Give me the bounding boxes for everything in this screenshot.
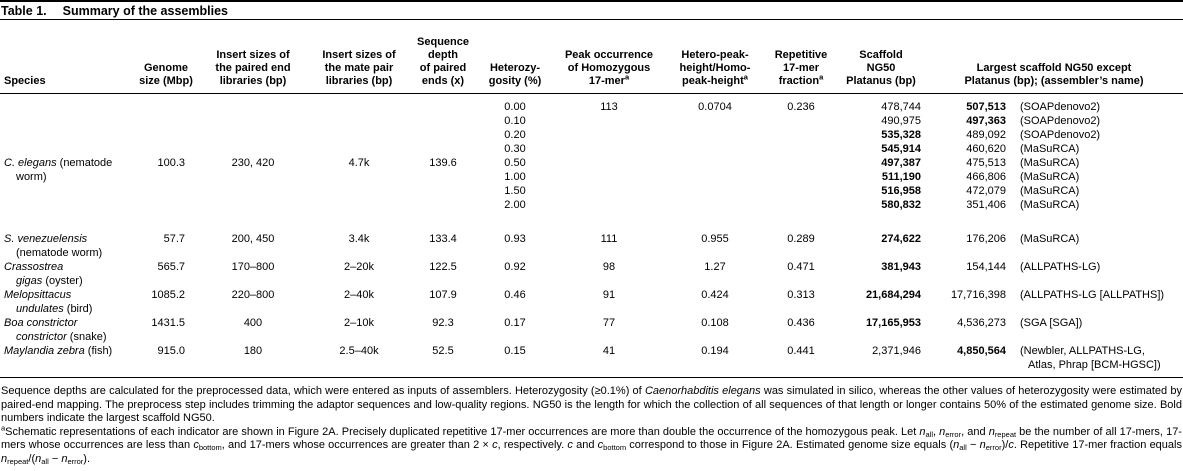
text-segment: constrictor — [16, 330, 67, 343]
cell-assembler-name — [1010, 128, 1183, 142]
cell-largest-ng50: 460,620 — [966, 142, 1006, 155]
cell-pe-insert: 200, 450 — [231, 232, 275, 245]
cell-genome-size: 1431.5 — [151, 316, 185, 329]
cell-pe-insert: 220–800 — [231, 288, 275, 301]
text-segment: − — [48, 452, 62, 465]
text-segment: , respectively. — [497, 439, 568, 451]
species-line — [4, 170, 135, 184]
header-line: Species — [4, 75, 46, 87]
text-segment: bottom — [198, 443, 222, 452]
cell-peak-occurrence: 41 — [602, 344, 616, 357]
text-segment: (nematode worm) — [16, 246, 103, 259]
cell-repetitive-fraction: 0.436 — [787, 316, 815, 329]
spacer-row — [0, 212, 1183, 232]
col-header-depth — [409, 20, 477, 94]
text-segment: (fish) — [84, 344, 113, 357]
header-line: Largest scaffold NG50 except — [976, 62, 1132, 74]
cell-assembler-name — [1010, 198, 1183, 212]
text-segment: c — [597, 439, 604, 451]
cell-assembler-name — [1010, 184, 1183, 198]
cell-heterozygosity: 0.20 — [504, 128, 526, 141]
header-line: peak-height$^a$ — [682, 72, 748, 87]
text-segment: . Repetitive 17-mer fraction equals — [1013, 439, 1182, 451]
assembler-name-line: (MaSuRCA) — [1020, 198, 1080, 211]
cell-heterozygosity: 0.92 — [504, 260, 526, 273]
cell-largest-ng50: 4,536,273 — [957, 316, 1006, 329]
text-segment: Maylandia zebra — [4, 344, 85, 357]
header-line: fraction$^a$ — [778, 72, 824, 87]
text-segment: Schematic representations of each indicator are shown in Figure 2A. Precisely duplicated repetitive 17-mer occurrences are more than double the occurrence of the homozygous peak. Let — [5, 425, 920, 438]
text-segment: worm) — [16, 170, 47, 183]
cell-pe-insert: 230, 420 — [231, 156, 275, 169]
cell-largest-ng50: 489,092 — [966, 128, 1006, 141]
text-segment: and — [572, 439, 598, 451]
cell-peak-occurrence: 91 — [602, 288, 616, 301]
text-segment: Caenorhabditis elegans — [644, 385, 761, 397]
cell-largest-ng50: 17,716,398 — [950, 288, 1006, 301]
cell-peak-ratio: 0.108 — [701, 316, 729, 329]
cell-assembler-name — [1010, 142, 1183, 156]
cell-assembler-name — [1010, 288, 1183, 316]
text-segment: Boa constrictor — [4, 316, 78, 329]
cell-scaffold-ng50: 2,371,946 — [872, 344, 921, 357]
cell-scaffold-ng50: 17,165,953 — [865, 316, 921, 329]
species-line — [4, 156, 135, 170]
text-segment: Melopsittacus — [4, 288, 72, 301]
cell-heterozygosity: 2.00 — [504, 198, 526, 211]
cell-heterozygosity: 0.00 — [504, 100, 526, 113]
footnotes — [0, 385, 1183, 466]
text-segment: correspond to those in Figure 2A. Estimated genome size equals ( — [626, 439, 954, 451]
header-line: Hetero-peak- — [681, 49, 749, 61]
cell-peak-occurrence: 113 — [600, 100, 618, 113]
cell-largest-ng50: 4,850,564 — [957, 344, 1006, 357]
text-segment: )/ — [1001, 439, 1009, 451]
header-line: 17-mer — [782, 62, 820, 74]
table-row — [0, 260, 1183, 288]
text-segment: n — [61, 452, 68, 465]
text-segment: undulates — [16, 302, 64, 315]
text-segment: repeat — [7, 456, 29, 466]
cell-largest-ng50: 497,363 — [966, 114, 1006, 127]
cell-peak-ratio: 0.955 — [701, 232, 729, 245]
cell-assembler-name — [1010, 260, 1183, 288]
cell-species — [0, 288, 135, 316]
header-line: of Homozygous — [567, 62, 651, 74]
header-line: Scaffold — [859, 49, 903, 61]
header-line: libraries (bp) — [219, 75, 287, 87]
text-segment: error — [67, 456, 84, 466]
species-line — [4, 232, 135, 246]
cell-species — [0, 260, 135, 288]
cell-seq-depth: 107.9 — [429, 288, 457, 301]
col-header-ratio — [665, 20, 765, 94]
cell-peak-ratio: 1.27 — [704, 260, 726, 273]
col-header-species — [0, 20, 135, 94]
cell-largest-ng50: 475,513 — [966, 156, 1006, 169]
table-row — [0, 232, 1183, 260]
cell-scaffold-ng50: 381,943 — [881, 260, 921, 273]
cell-repetitive-fraction: 0.236 — [787, 100, 815, 113]
cell-scaffold-ng50: 545,914 — [881, 142, 921, 155]
text-segment: ). — [83, 452, 91, 465]
cell-pe-insert: 170–800 — [231, 260, 275, 273]
cell-seq-depth: 122.5 — [429, 260, 457, 273]
table-row — [0, 100, 1183, 114]
cell-genome-size: 565.7 — [157, 260, 185, 273]
header-line: of paired — [419, 62, 467, 74]
cell-scaffold-ng50: 511,190 — [881, 170, 921, 183]
cell-heterozygosity: 0.30 — [504, 142, 526, 155]
header-line: Heterozy- — [489, 62, 541, 74]
table-title — [0, 2, 1183, 20]
assembler-name-line: Atlas, Phrap [BCM-HGSC]) — [1028, 358, 1161, 371]
cell-seq-depth: 92.3 — [432, 316, 454, 329]
assembler-name-line: (ALLPATHS-LG) — [1020, 260, 1101, 273]
assembler-name-line: (MaSuRCA) — [1020, 232, 1080, 245]
cell-repetitive-fraction: 0.313 — [787, 288, 815, 301]
assembler-name-line: (ALLPATHS-LG [ALLPATHS]) — [1020, 288, 1165, 301]
cell-seq-depth: 133.4 — [429, 232, 457, 245]
table-header — [0, 20, 1183, 94]
footnote-marker: a — [819, 72, 824, 82]
text-segment: Sequence depths are calculated for the preprocessed data, which were entered as inputs of assemblers. Heterozygosity (≥0.1%) of — [1, 385, 645, 397]
text-segment: (oyster) — [42, 274, 83, 287]
text-segment: n — [979, 439, 986, 451]
species-line — [4, 302, 135, 316]
cell-largest-ng50: 507,513 — [966, 100, 1006, 113]
col-header-ng50 — [837, 20, 925, 94]
text-segment: (snake) — [66, 330, 107, 343]
text-segment: a — [1, 422, 6, 432]
cell-genome-size: 915.0 — [157, 344, 185, 357]
col-header-genome — [135, 20, 197, 94]
cell-heterozygosity: 0.46 — [504, 288, 526, 301]
cell-assembler-name — [1010, 114, 1183, 128]
footnote-paragraph — [1, 422, 1182, 467]
table-number: Table 1. — [1, 4, 47, 18]
cell-mp-insert: 4.7k — [348, 156, 370, 169]
cell-largest-ng50: 466,806 — [966, 170, 1006, 183]
cell-seq-depth: 52.5 — [432, 344, 454, 357]
assembler-name-line: (MaSuRCA) — [1020, 170, 1080, 183]
col-header-mp-insert — [309, 20, 409, 94]
cell-scaffold-ng50: 516,958 — [881, 184, 921, 197]
table-row — [0, 288, 1183, 316]
text-segment: , — [933, 425, 940, 438]
col-header-largest — [925, 20, 1183, 94]
cell-peak-ratio: 0.194 — [701, 344, 729, 357]
text-segment: C. elegans — [4, 156, 57, 169]
text-segment: gigas — [16, 274, 43, 287]
cell-scaffold-ng50: 580,832 — [881, 198, 921, 211]
assembler-name-line: (Newbler, ALLPATHS-LG, — [1020, 344, 1145, 357]
cell-peak-occurrence: 111 — [600, 232, 618, 245]
cell-assembler-name — [1010, 156, 1183, 170]
species-line — [4, 246, 135, 260]
cell-pe-insert: 400 — [243, 316, 263, 329]
text-segment: repeat — [994, 429, 1017, 439]
text-segment: be the number of all 17-mers, 17-mers whose occurrences are less than — [1, 425, 1182, 451]
text-segment: error — [985, 443, 1002, 452]
cell-assembler-name — [1010, 170, 1183, 184]
cell-heterozygosity: 1.00 — [504, 170, 526, 183]
cell-repetitive-fraction: 0.289 — [787, 232, 815, 245]
header-row — [0, 20, 1183, 94]
cell-assembler-name — [1010, 316, 1183, 344]
text-segment: , and 17-mers whose occurrences are greater than 2 × — [221, 439, 493, 451]
species-line — [4, 260, 135, 274]
species-line — [4, 288, 135, 302]
text-segment: n — [1, 452, 8, 465]
cell-species — [0, 232, 135, 260]
header-line: size (Mbp) — [139, 75, 193, 87]
cell-largest-ng50: 351,406 — [966, 198, 1006, 211]
assembler-name-line: (MaSuRCA) — [1020, 184, 1080, 197]
header-line: Repetitive — [774, 49, 828, 61]
header-line: Insert sizes of — [322, 49, 396, 61]
assembler-name-line: (SGA [SGA]) — [1020, 316, 1083, 329]
cell-largest-ng50: 154,144 — [966, 260, 1006, 273]
header-line: Platanus (bp); (assembler’s name) — [964, 75, 1144, 87]
cell-scaffold-ng50: 497,387 — [881, 156, 921, 169]
cell-peak-ratio: 0.424 — [701, 288, 729, 301]
species-line — [4, 330, 135, 344]
assembler-name-line: (SOAPdenovo2) — [1020, 100, 1101, 113]
cell-scaffold-ng50: 478,744 — [881, 100, 921, 113]
text-segment: n — [988, 425, 995, 438]
cell-scaffold-ng50: 535,328 — [881, 128, 921, 141]
text-segment: all — [959, 443, 967, 452]
cell-mp-insert: 2–40k — [344, 288, 374, 301]
text-segment: all — [41, 456, 49, 466]
cell-assembler-name — [1010, 344, 1183, 372]
species-line — [4, 316, 135, 330]
cell-genome-size: 57.7 — [163, 232, 185, 245]
table-row — [0, 316, 1183, 344]
text-segment: error — [945, 429, 962, 439]
cell-peak-occurrence: 77 — [602, 316, 616, 329]
spacer-cell — [0, 372, 1183, 378]
cell-genome-size: 100.3 — [157, 156, 185, 169]
header-line: 17-mer$^a$ — [588, 72, 630, 87]
text-segment: c — [567, 439, 573, 451]
header-line: Platanus (bp) — [846, 75, 916, 87]
cell-heterozygosity: 0.10 — [504, 114, 526, 127]
table-row — [0, 344, 1183, 372]
text-segment: bottom — [603, 443, 627, 452]
header-line: height/Homo- — [679, 62, 751, 74]
footnote-marker: a — [743, 72, 748, 82]
text-segment: all — [925, 429, 933, 439]
header-line: the paired end — [215, 62, 291, 74]
text-segment: c — [1008, 439, 1014, 451]
text-segment: Crassostrea — [4, 260, 64, 273]
spacer-row — [0, 372, 1183, 378]
header-line: Genome — [143, 62, 188, 74]
assembler-name-line: (SOAPdenovo2) — [1020, 114, 1101, 127]
cell-scaffold-ng50: 21,684,294 — [865, 288, 921, 301]
species-line — [4, 274, 135, 288]
cell-mp-insert: 3.4k — [348, 232, 370, 245]
table-body — [0, 94, 1183, 378]
text-segment: /( — [28, 452, 36, 465]
text-segment: (bird) — [63, 302, 93, 315]
cell-mp-insert: 2.5–40k — [339, 344, 379, 357]
cell-largest-ng50: 176,206 — [966, 232, 1006, 245]
footnote-paragraph — [1, 385, 1182, 426]
text-segment: , and — [961, 425, 989, 438]
text-segment: (nematode — [56, 156, 113, 169]
cell-scaffold-ng50: 490,975 — [881, 114, 921, 127]
text-segment: c — [492, 439, 498, 451]
cell-heterozygosity: 0.93 — [504, 232, 526, 245]
cell-genome-size: 1085.2 — [151, 288, 185, 301]
header-line: Peak occurrence — [564, 49, 654, 61]
header-line: the mate pair — [324, 62, 394, 74]
header-line: Sequence — [417, 36, 469, 48]
col-header-repfrac — [765, 20, 837, 94]
assembler-name-line: (SOAPdenovo2) — [1020, 128, 1101, 141]
text-segment: was simulated in silico, whereas the other values of heterozygosity were estimated by paired-end mapping. The preprocess step includes trimming the adaptor sequences and low-quality regions. NG50 is the length for which the collection of all sequences of that length or longer contains 50% of the estimated genome size. Bold numbers indicate the largest scaffold NG50. — [1, 385, 1182, 424]
header-line: Insert sizes of — [216, 49, 290, 61]
cell-largest-ng50: 472,079 — [966, 184, 1006, 197]
text-segment: n — [939, 425, 946, 438]
cell-heterozygosity: 0.15 — [504, 344, 526, 357]
cell-assembler-name — [1010, 100, 1183, 114]
cell-heterozygosity: 0.50 — [504, 156, 526, 169]
cell-species — [0, 100, 135, 212]
text-segment: S. venezuelensis — [4, 232, 88, 245]
col-header-pe-insert — [197, 20, 309, 94]
header-line: NG50 — [866, 62, 896, 74]
text-segment: c — [193, 439, 199, 451]
cell-heterozygosity: 0.17 — [504, 316, 526, 329]
header-line: libraries (bp) — [325, 75, 393, 87]
cell-repetitive-fraction: 0.441 — [787, 344, 815, 357]
spacer-cell — [0, 212, 1183, 232]
cell-scaffold-ng50: 274,622 — [881, 232, 921, 245]
cell-mp-insert: 2–20k — [344, 260, 374, 273]
header-line: ends (x) — [421, 75, 465, 87]
cell-seq-depth: 139.6 — [429, 156, 457, 169]
cell-pe-insert: 180 — [243, 344, 263, 357]
text-segment: n — [35, 452, 42, 465]
header-line: gosity (%) — [488, 75, 542, 87]
text-segment: n — [919, 425, 926, 438]
assemblies-table — [0, 20, 1183, 378]
cell-peak-occurrence: 98 — [602, 260, 616, 273]
assembler-name-line: (MaSuRCA) — [1020, 142, 1080, 155]
cell-peak-ratio: 0.0704 — [698, 100, 732, 113]
header-line: depth — [428, 49, 458, 61]
cell-assembler-name — [1010, 232, 1183, 260]
cell-mp-insert: 2–10k — [344, 316, 374, 329]
table-caption: Summary of the assemblies — [62, 4, 228, 18]
cell-repetitive-fraction: 0.471 — [787, 260, 815, 273]
species-line — [4, 344, 135, 358]
text-segment: − — [966, 439, 980, 451]
assembler-name-line: (MaSuRCA) — [1020, 156, 1080, 169]
footnote-marker: a — [624, 72, 630, 82]
cell-species — [0, 344, 135, 372]
col-header-het — [477, 20, 553, 94]
text-segment: n — [953, 439, 960, 451]
cell-species — [0, 316, 135, 344]
cell-heterozygosity: 1.50 — [504, 184, 526, 197]
col-header-peak — [553, 20, 665, 94]
